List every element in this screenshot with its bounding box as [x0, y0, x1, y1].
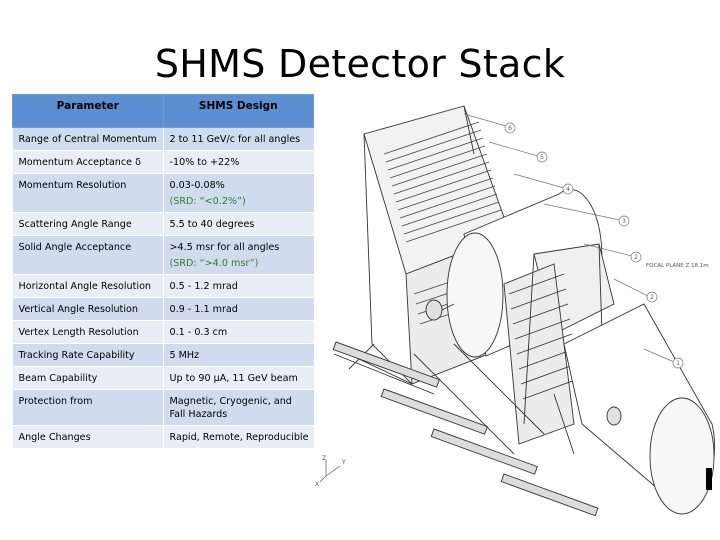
design-note: (SRD: “>4.0 msr”)	[169, 258, 259, 269]
header-design: SHMS Design	[163, 95, 314, 128]
parameter-cell: Tracking Rate Capability	[13, 344, 164, 367]
parameter-cell: Beam Capability	[13, 367, 164, 390]
slide-title: SHMS Detector Stack	[154, 42, 566, 86]
design-cell	[163, 367, 314, 390]
parameter-cell: Horizontal Angle Resolution	[13, 275, 164, 298]
design-value: Rapid, Remote, Reproducible	[169, 432, 309, 443]
design-cell	[163, 174, 314, 213]
svg-text:3: 3	[622, 218, 626, 225]
svg-text:6: 6	[508, 125, 512, 132]
table-row	[13, 236, 314, 275]
table-row	[13, 128, 314, 151]
detector-stack-svg	[314, 94, 720, 524]
table-row	[13, 321, 314, 344]
design-value: 5.5 to 40 degrees	[169, 219, 255, 230]
callout-6	[505, 123, 515, 133]
callout-3	[619, 216, 629, 226]
parameter-cell: Vertex Length Resolution	[13, 321, 164, 344]
callout-2a	[631, 252, 641, 262]
axis-label-y: Y	[342, 459, 346, 466]
table-row	[13, 174, 314, 213]
parameter-cell: Solid Angle Acceptance	[13, 236, 164, 275]
design-note: (SRD: “<0.2%”)	[169, 196, 246, 207]
design-cell	[163, 151, 314, 174]
detector-stack-drawing	[314, 94, 720, 524]
table-row	[13, 390, 314, 426]
parameter-cell: Scattering Angle Range	[13, 213, 164, 236]
svg-text:2: 2	[650, 294, 654, 301]
coordinate-axes	[320, 460, 340, 482]
parameter-cell: Protection from	[13, 390, 164, 426]
cylinder-lower	[564, 304, 715, 514]
design-cell	[163, 390, 314, 426]
svg-text:1: 1	[676, 360, 680, 367]
table-body	[13, 128, 314, 449]
axis-label-x: X	[315, 481, 320, 488]
design-cell	[163, 128, 314, 151]
callout-5	[537, 152, 547, 162]
design-cell	[163, 213, 314, 236]
parameter-table	[12, 94, 314, 449]
design-cell	[163, 321, 314, 344]
parameter-cell: Range of Central Momentum	[13, 128, 164, 151]
callout-4	[563, 184, 573, 194]
parameter-cell: Momentum Resolution	[13, 174, 164, 213]
parameter-cell: Momentum Acceptance δ	[13, 151, 164, 174]
svg-text:5: 5	[540, 154, 544, 161]
design-cell	[163, 236, 314, 275]
axis-label-z: Z	[322, 455, 327, 462]
design-value: Magnetic, Cryogenic, and Fall Hazards	[169, 396, 292, 420]
table-row	[13, 213, 314, 236]
table-header-row	[13, 95, 314, 128]
table-row	[13, 367, 314, 390]
design-value: 0.03-0.08%	[169, 180, 225, 191]
table-row	[13, 298, 314, 321]
design-value: 0.1 - 0.3 cm	[169, 327, 228, 338]
design-value: 5 MHz	[169, 350, 200, 361]
design-cell	[163, 344, 314, 367]
design-value: Up to 90 µA, 11 GeV beam	[169, 373, 298, 384]
parameter-cell: Angle Changes	[13, 426, 164, 449]
table-row	[13, 275, 314, 298]
table-row	[13, 344, 314, 367]
svg-text:2: 2	[634, 254, 638, 261]
callout-1	[673, 358, 683, 368]
design-cell	[163, 275, 314, 298]
header-parameter: Parameter	[13, 95, 164, 128]
parameter-cell: Vertical Angle Resolution	[13, 298, 164, 321]
callout-2b	[647, 292, 657, 302]
svg-text:4: 4	[566, 186, 570, 193]
design-value: 0.9 - 1.1 mrad	[169, 304, 238, 315]
design-value: >4.5 msr for all angles	[169, 242, 280, 253]
design-cell	[163, 298, 314, 321]
design-value: 2 to 11 GeV/c for all angles	[169, 134, 301, 145]
design-value: -10% to +22%	[169, 157, 240, 168]
focal-plane-label: FOCAL PLANE Z 18.1m	[646, 263, 709, 269]
table-row	[13, 426, 314, 449]
design-cell	[163, 426, 314, 449]
table-row	[13, 151, 314, 174]
edge-marker	[706, 468, 712, 490]
design-value: 0.5 - 1.2 mrad	[169, 281, 238, 292]
